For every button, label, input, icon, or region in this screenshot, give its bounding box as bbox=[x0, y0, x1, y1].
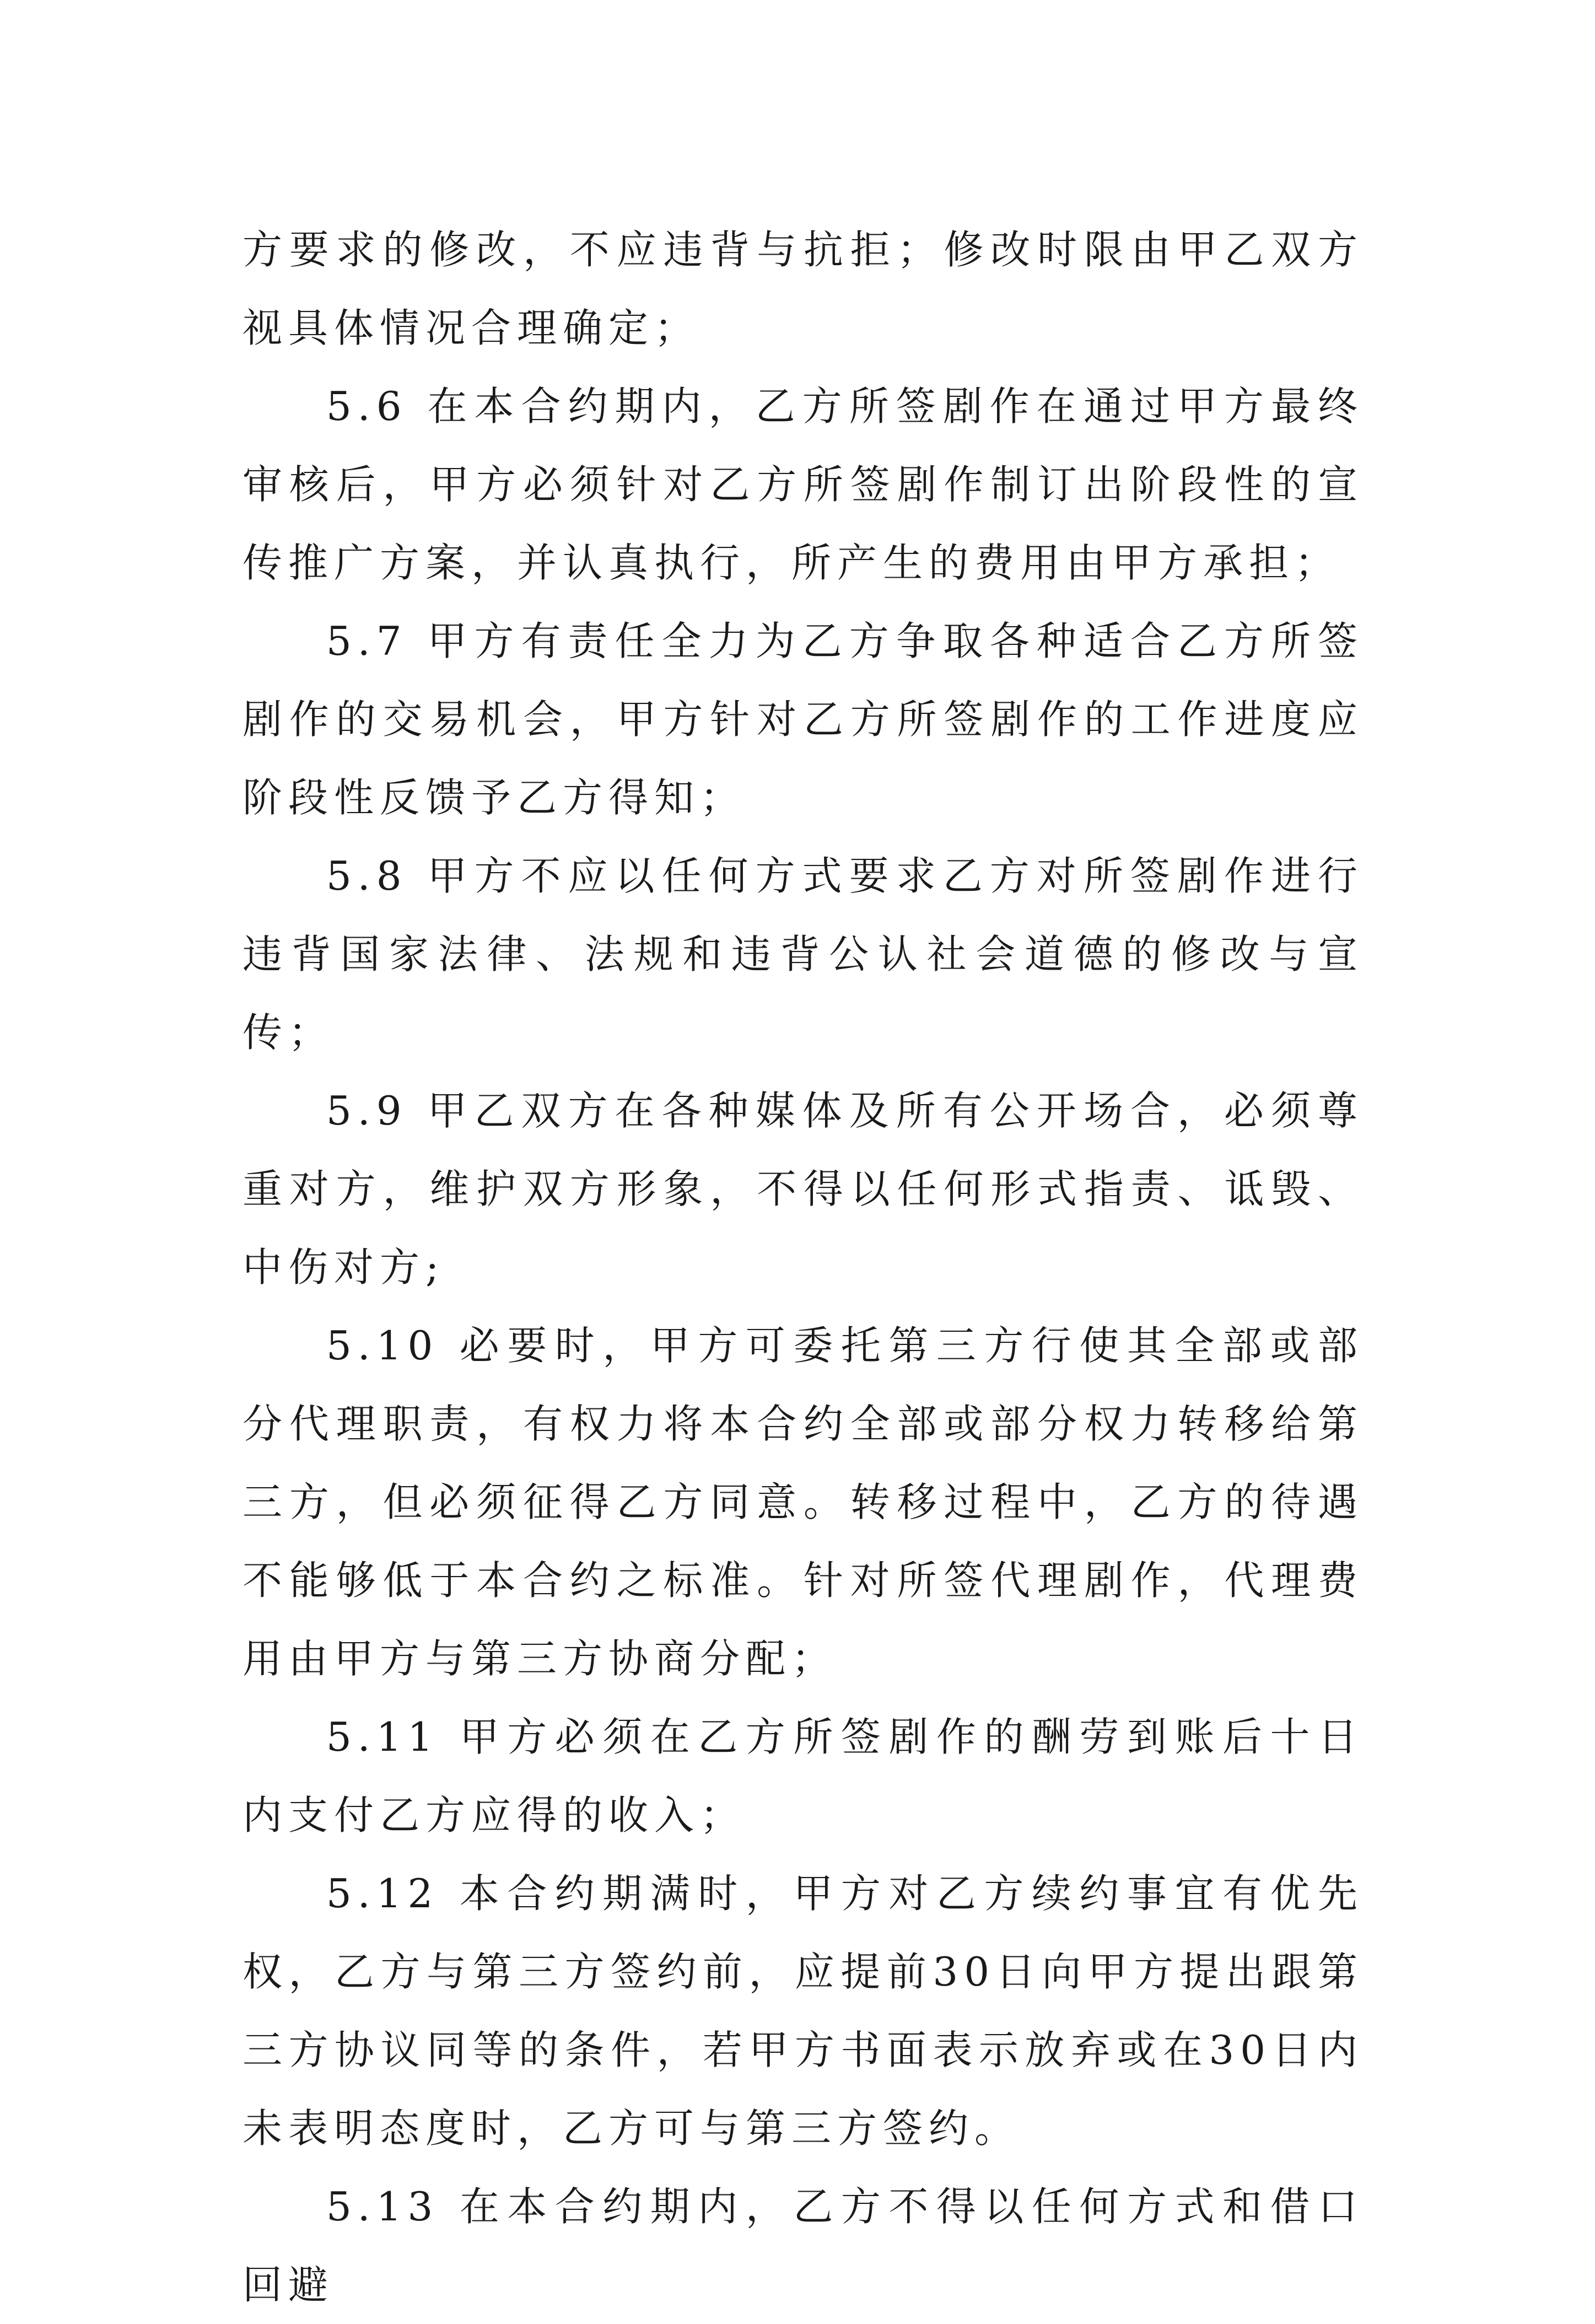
clause-5-9: 5.9 甲乙双方在各种媒体及所有公开场合，必须尊重对方，维护双方形象，不得以任何形式指责、诋毁、中伤对方; bbox=[243, 1088, 1364, 1290]
clause-5-6: 5.6 在本合约期内，乙方所签剧作在通过甲方最终审核后，甲方必须针对乙方所签剧作制订出阶段性的宣传推广方案，并认真执行，所产生的费用由甲方承担； bbox=[243, 383, 1364, 586]
document-page bbox=[243, 211, 1364, 2324]
clause-5-11: 5.11 甲方必须在乙方所签剧作的酬劳到账后十日内支付乙方应得的收入； bbox=[243, 1714, 1364, 1838]
clause-5-8: 5.8 甲方不应以任何方式要求乙方对所签剧作进行违背国家法律、法规和违背公认社会道德的修改与宣传； bbox=[243, 853, 1364, 1056]
clause-5-10: 5.10 必要时，甲方可委托第三方行使其全部或部分代理职责，有权力将本合约全部或部分权力转移给第三方，但必须征得乙方同意。转移过程中，乙方的待遇不能够低于本合约之标准。针对所签代理剧作，代理费用由甲方与第三方协商分配； bbox=[243, 1322, 1364, 1682]
clause-5-13: 5.13 在本合约期内，乙方不得以任何方式和借口回避 bbox=[243, 2183, 1364, 2308]
paragraph-continuation: 方要求的修改，不应违背与抗拒；修改时限由甲乙双方视具体情况合理确定； bbox=[243, 227, 1364, 351]
clause-5-12: 5.12 本合约期满时，甲方对乙方续约事宜有优先权，乙方与第三方签约前，应提前30日向甲方提出跟第三方协议同等的条件，若甲方书面表示放弃或在30日内未表明态度时，乙方可与第三方签约。 bbox=[243, 1870, 1364, 2151]
clause-5-7: 5.7 甲方有责任全力为乙方争取各种适合乙方所签剧作的交易机会，甲方针对乙方所签剧作的工作进度应阶段性反馈予乙方得知； bbox=[243, 618, 1364, 821]
